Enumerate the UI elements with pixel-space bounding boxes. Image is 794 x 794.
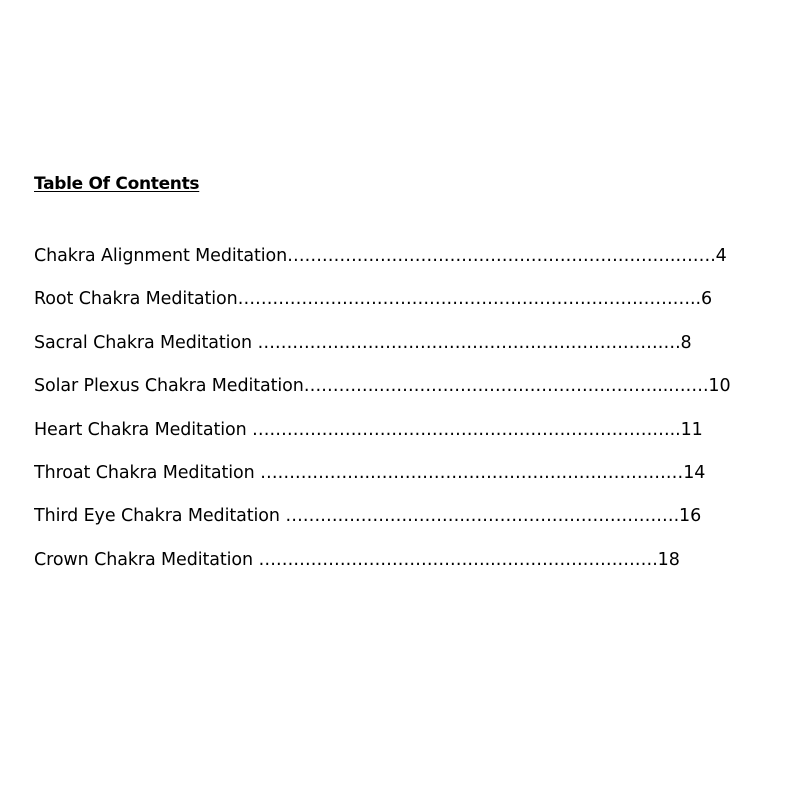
toc-entry [34, 417, 779, 460]
toc-entry-title: Chakra Alignment Meditation [34, 246, 288, 266]
toc-entry-leader: …………………………………..………………………. [258, 549, 658, 570]
toc-entry [34, 460, 779, 503]
toc-entry-title: Throat Chakra Meditation [34, 462, 261, 483]
toc-entry-page: 6 [700, 289, 712, 310]
toc-entry-page: 14 [683, 462, 706, 483]
toc-entry [34, 503, 779, 546]
toc-list [34, 243, 779, 590]
toc-entry-leader: ………………………………………………………….……. [287, 246, 716, 266]
toc-entry [34, 547, 779, 590]
toc-entry-title: Solar Plexus Chakra Meditation [34, 376, 304, 397]
toc-entry-page: 16 [679, 506, 702, 527]
toc-entry-title: Root Chakra Meditation [34, 289, 238, 310]
toc-entry-leader: ………………………….………………………………. [285, 506, 680, 527]
toc-entry-page: 8 [680, 332, 692, 353]
toc-entry-title: Heart Chakra Meditation [34, 419, 253, 440]
toc-entry-title: Crown Chakra Meditation [34, 549, 259, 570]
toc-entry [34, 373, 779, 416]
toc-entry-leader: ………………………………………………………………. [257, 332, 681, 353]
toc-entry-page: 11 [680, 419, 703, 440]
page-title: Table Of Contents [34, 174, 200, 194]
toc-entry-title: Third Eye Chakra Meditation [34, 506, 286, 527]
toc-entry [34, 286, 779, 329]
toc-entry-title: Sacral Chakra Meditation [34, 332, 258, 353]
toc-entry-leader: ………….…………………………………………..……. [303, 376, 709, 397]
toc-entry-page: 10 [708, 376, 731, 397]
toc-entry-page: 4 [715, 246, 727, 266]
toc-entry-leader: …………………………………………………………………….. [237, 289, 701, 310]
toc-entry-leader: ……………………………………………………………….. [252, 419, 681, 440]
toc-entry-page: 18 [657, 549, 680, 570]
toc-entry [34, 330, 779, 373]
toc-entry-leader: ……………….……………………………………………… [260, 462, 684, 483]
toc-entry [34, 243, 779, 286]
